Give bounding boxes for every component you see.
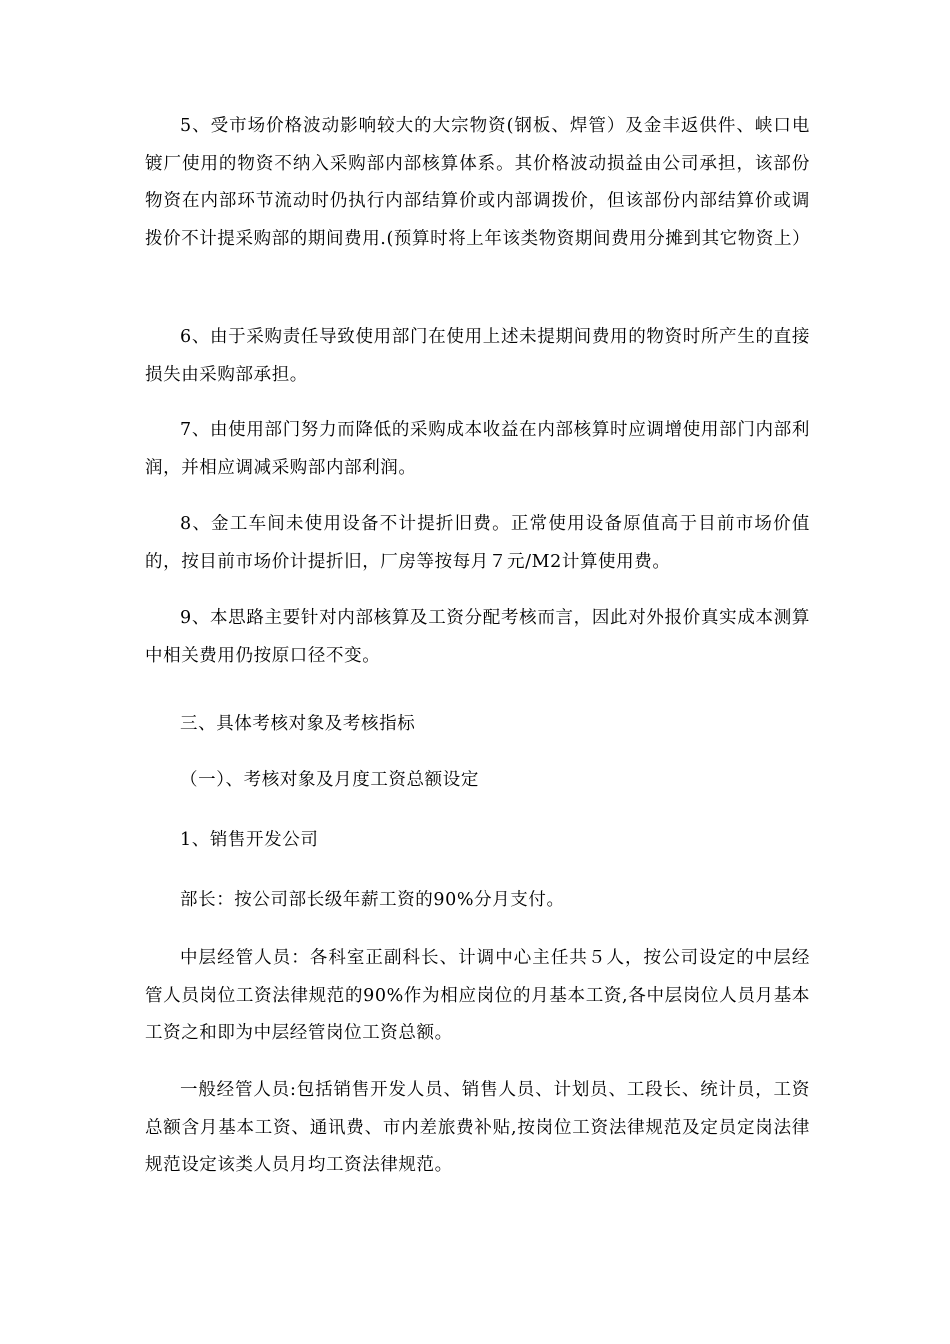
paragraph-item-5: 5、受市场价格波动影响较大的大宗物资(钢板、焊管）及金丰返供件、峡口电镀厂使用的物资不纳入采购部内部核算体系。其价格波动损益由公司承担，该部份物资在内部环节流动时仍执行内部结算价或内部调拨价，但该部份内部结算价或调拨价不计提采购部的期间费用.(预算时将上年该类物资期间费用分摊到其它物资上） (145, 116, 811, 249)
paragraph-item-6: 6、由于采购责任导致使用部门在使用上述未提期间费用的物资时所产生的直接损失由采购部承担。 (145, 327, 810, 385)
section-heading-3: 三、具体考核对象及考核指标 (180, 714, 416, 734)
paragraph-item-8: 8、金工车间未使用设备不计提折旧费。正常使用设备原值高于目前市场价值的，按目前市场价计提折旧，厂房等按每月７元/M2计算使用费。 (145, 514, 810, 572)
paragraph-minister: 部长：按公司部长级年薪工资的90%分月支付。 (180, 890, 565, 910)
paragraph-item-9: 9、本思路主要针对内部核算及工资分配考核而言，因此对外报价真实成本测算中相关费用仍按原口径不变。 (145, 608, 810, 666)
paragraph-general-management: 一般经管人员:包括销售开发人员、销售人员、计划员、工段长、统计员，工资总额含月基本工资、通讯费、市内差旅费补贴,按岗位工资法律规范及定员定岗法律规范设定该类人员月均工资法律规范。 (145, 1080, 810, 1175)
subsection-heading-1: （一）、考核对象及月度工资总额设定 (180, 770, 479, 790)
paragraph-item-7: 7、由使用部门努力而降低的采购成本收益在内部核算时应调增使用部门内部利润，并相应调减采购部内部利润。 (145, 420, 810, 478)
paragraph-middle-management: 中层经管人员：各科室正副科长、计调中心主任共５人，按公司设定的中层经管人员岗位工资法律规范的90%作为相应岗位的月基本工资,各中层岗位人员月基本工资之和即为中层经管岗位工资总额。 (145, 948, 810, 1043)
item-heading-sales: 1、销售开发公司 (180, 830, 319, 850)
